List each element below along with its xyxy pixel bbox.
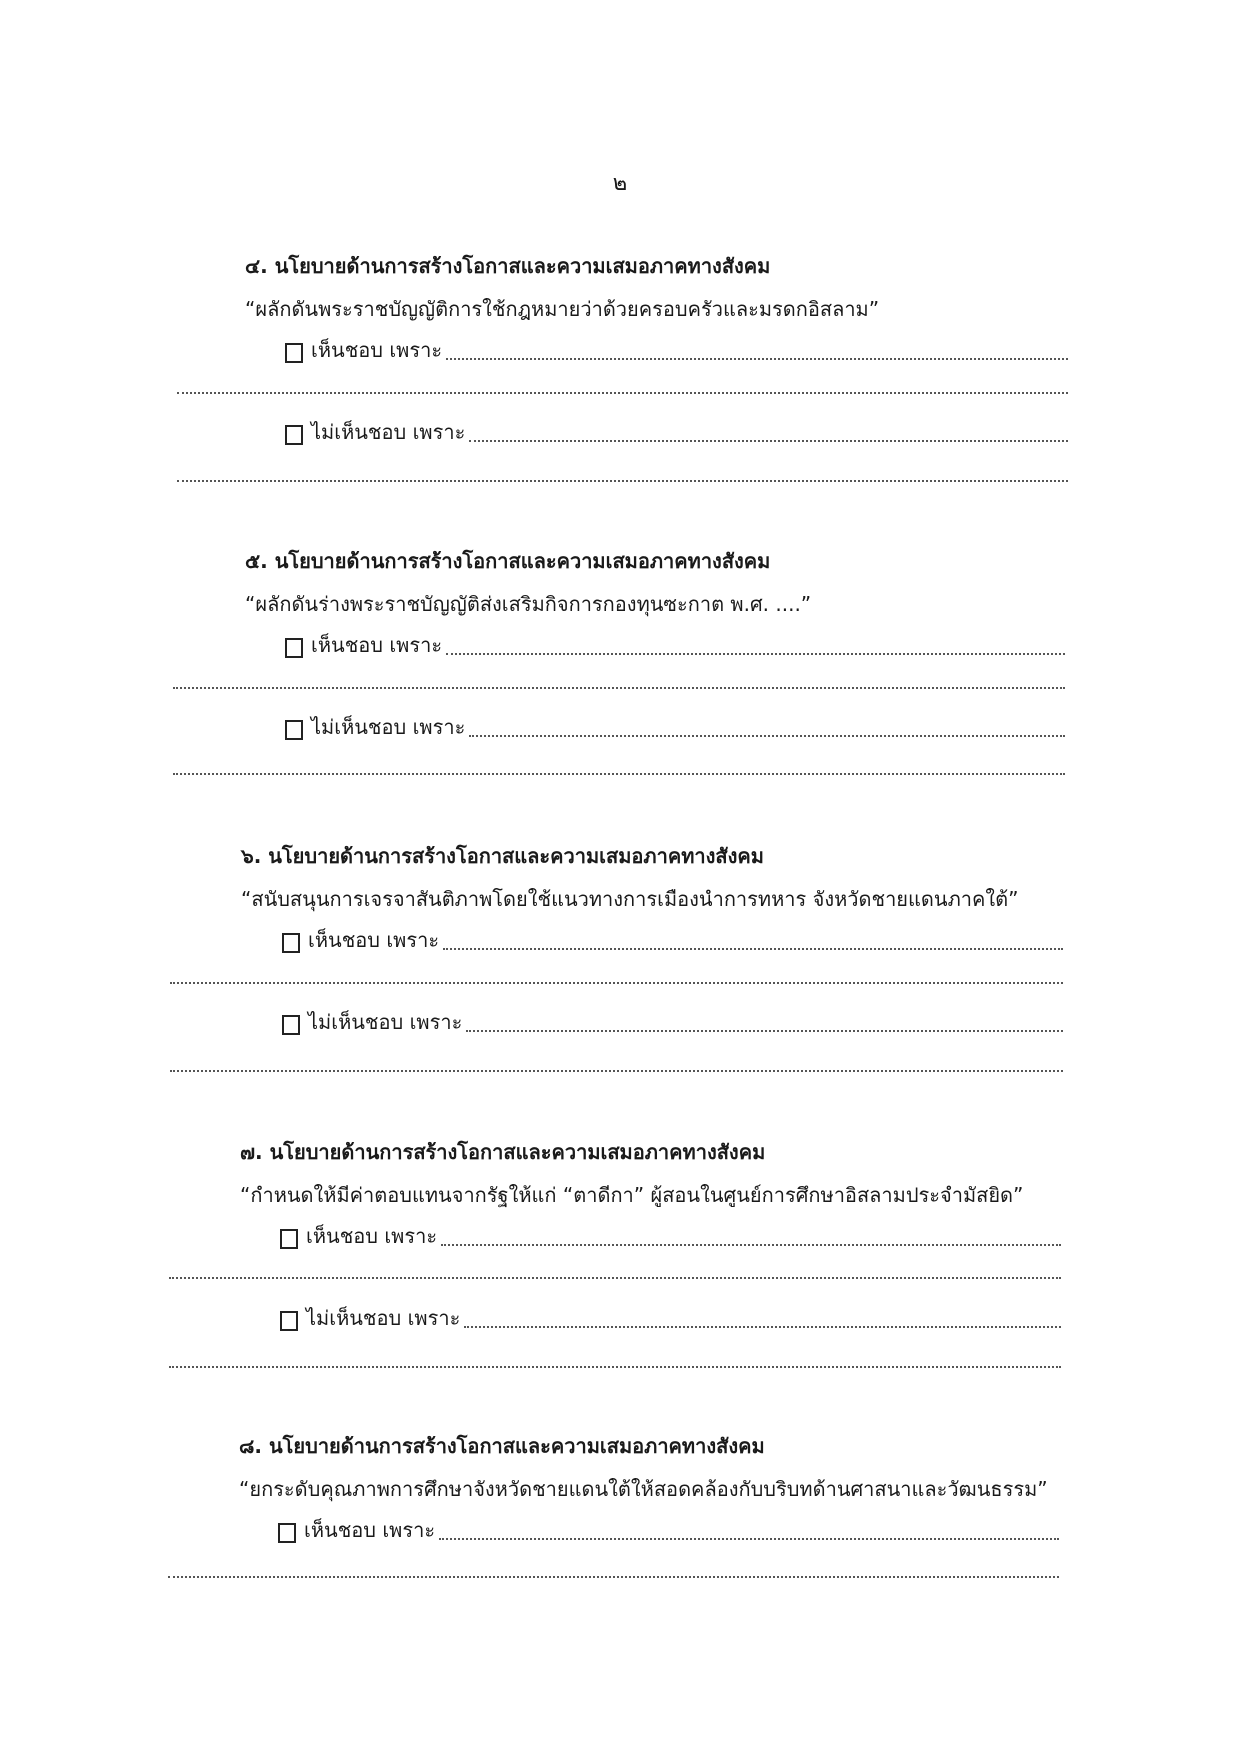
- agree-checkbox[interactable]: [280, 1229, 298, 1249]
- agree-checkbox[interactable]: [278, 1523, 296, 1543]
- agree-reason-field[interactable]: [446, 357, 1068, 360]
- disagree-option: [282, 1006, 1063, 1038]
- agree-option: [285, 629, 1065, 661]
- disagree-reason-field[interactable]: [466, 1029, 1063, 1032]
- agree-label: เห็นชอบ เพราะ: [308, 928, 440, 952]
- agree-checkbox[interactable]: [282, 933, 300, 953]
- disagree-checkbox[interactable]: [280, 1311, 298, 1331]
- agree-reason-line[interactable]: [173, 687, 1065, 689]
- agree-reason-field[interactable]: [439, 1537, 1059, 1540]
- disagree-reason-line[interactable]: [169, 1366, 1061, 1368]
- policy-statement: “กำหนดให้มีค่าตอบแทนจากรัฐให้แก่ “ตาดีกา” ผู้สอนในศูนย์การศึกษาอิสลามประจำมัสยิด”: [240, 1183, 1024, 1207]
- section-heading: ๘. นโยบายด้านการสร้างโอกาสและความเสมอภาคทางสังคม: [239, 1434, 765, 1458]
- section-heading: ๗. นโยบายด้านการสร้างโอกาสและความเสมอภาคทางสังคม: [240, 1140, 766, 1164]
- disagree-label: ไม่เห็นชอบ เพราะ: [311, 420, 466, 444]
- policy-section-8: [0, 1430, 1240, 1690]
- agree-option: [285, 334, 1068, 366]
- disagree-label: ไม่เห็นชอบ เพราะ: [308, 1010, 463, 1034]
- disagree-reason-field[interactable]: [464, 1325, 1061, 1328]
- agree-reason-field[interactable]: [446, 652, 1065, 655]
- disagree-label: ไม่เห็นชอบ เพราะ: [311, 715, 466, 739]
- policy-statement: “ผลักดันพระราชบัญญัติการใช้กฎหมายว่าด้วยครอบครัวและมรดกอิสลาม”: [245, 297, 880, 321]
- disagree-reason-field[interactable]: [469, 439, 1068, 442]
- disagree-checkbox[interactable]: [285, 425, 303, 445]
- policy-section-4: [0, 250, 1240, 510]
- agree-reason-line[interactable]: [170, 982, 1063, 984]
- agree-reason-line[interactable]: [177, 392, 1068, 394]
- policy-statement: “สนับสนุนการเจรจาสันติภาพโดยใช้แนวทางการเมืองนำการทหาร จังหวัดชายแดนภาคใต้”: [241, 887, 1019, 911]
- agree-label: เห็นชอบ เพราะ: [311, 633, 443, 657]
- disagree-reason-line[interactable]: [170, 1070, 1063, 1072]
- disagree-option: [280, 1302, 1061, 1334]
- agree-option: [280, 1220, 1061, 1252]
- agree-option: [282, 924, 1063, 956]
- disagree-reason-line[interactable]: [173, 773, 1065, 775]
- disagree-option: [285, 416, 1068, 448]
- agree-label: เห็นชอบ เพราะ: [304, 1518, 436, 1542]
- agree-reason-line[interactable]: [169, 1277, 1061, 1279]
- policy-statement: “ยกระดับคุณภาพการศึกษาจังหวัดชายแดนใต้ให้สอดคล้องกับบริบทด้านศาสนาและวัฒนธรรม”: [239, 1477, 1048, 1501]
- agree-label: เห็นชอบ เพราะ: [306, 1224, 438, 1248]
- agree-reason-field[interactable]: [443, 947, 1063, 950]
- policy-section-7: [0, 1136, 1240, 1396]
- agree-reason-field[interactable]: [441, 1243, 1061, 1246]
- agree-reason-line[interactable]: [168, 1576, 1059, 1578]
- agree-label: เห็นชอบ เพราะ: [311, 338, 443, 362]
- disagree-option: [285, 711, 1065, 743]
- policy-section-6: [0, 840, 1240, 1100]
- disagree-reason-line[interactable]: [177, 480, 1068, 482]
- section-heading: ๔. นโยบายด้านการสร้างโอกาสและความเสมอภาคทางสังคม: [245, 254, 771, 278]
- disagree-checkbox[interactable]: [285, 720, 303, 740]
- disagree-reason-field[interactable]: [469, 734, 1065, 737]
- page-number: ๒: [612, 171, 628, 196]
- agree-checkbox[interactable]: [285, 343, 303, 363]
- section-heading: ๖. นโยบายด้านการสร้างโอกาสและความเสมอภาคทางสังคม: [241, 844, 764, 868]
- policy-section-5: [0, 545, 1240, 805]
- policy-statement: “ผลักดันร่างพระราชบัญญัติส่งเสริมกิจการกองทุนซะกาต พ.ศ. ....”: [245, 592, 812, 616]
- disagree-checkbox[interactable]: [282, 1015, 300, 1035]
- section-heading: ๕. นโยบายด้านการสร้างโอกาสและความเสมอภาคทางสังคม: [245, 549, 771, 573]
- agree-checkbox[interactable]: [285, 638, 303, 658]
- disagree-label: ไม่เห็นชอบ เพราะ: [306, 1306, 461, 1330]
- agree-option: [278, 1514, 1059, 1546]
